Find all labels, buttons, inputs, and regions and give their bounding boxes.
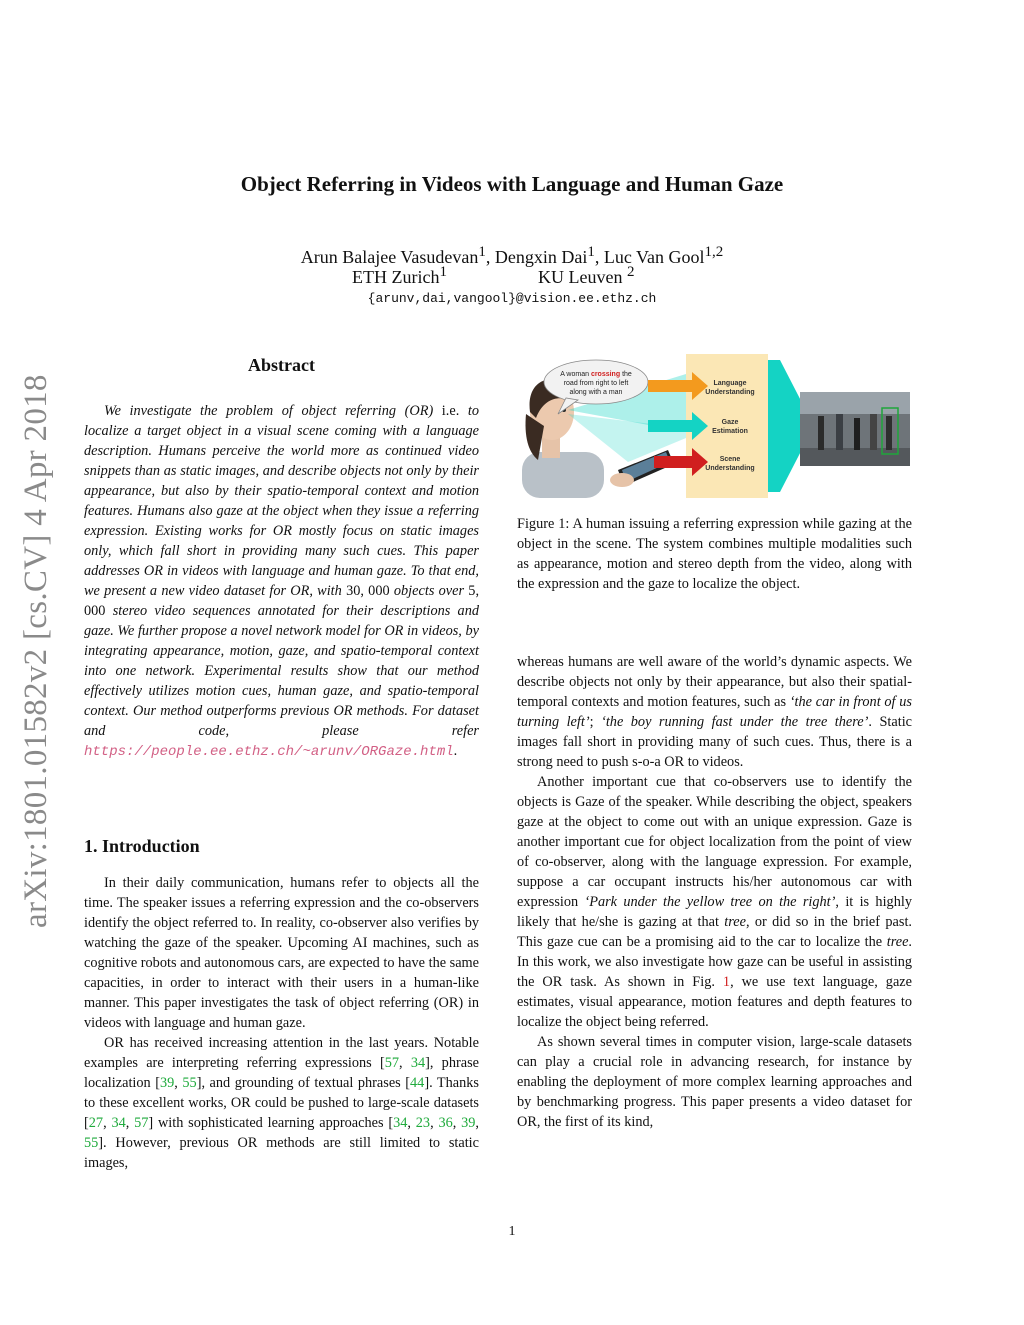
citation-link[interactable]: 39	[461, 1115, 476, 1131]
pedestrian	[818, 416, 824, 450]
abstract-heading: Abstract	[248, 355, 315, 375]
language-understanding-label: Language	[713, 380, 747, 387]
intro-body	[84, 873, 479, 1173]
citation-link[interactable]: 34	[410, 1055, 426, 1071]
woman-hand	[610, 473, 634, 487]
body-paragraph	[517, 652, 912, 772]
body-text-italic: ‘the boy running fast under the tree there’	[601, 714, 869, 730]
body-paragraph: As shown several times in computer vision, large-scale datasets can play a crucial role in advancing research, for instance by enabling the deployment of more complex learning approaches and by benchmarking progress. This paper presents a video dataset for OR, the first of its kind,	[517, 1034, 912, 1130]
body-text-italic: tree	[724, 914, 746, 930]
intro-text: ]. Thanks to these excellent works, OR could be pushed to large-scale datasets [	[84, 1075, 479, 1131]
body-text-italic: tree	[886, 934, 909, 950]
citation-link[interactable]: 44	[410, 1075, 425, 1091]
body-text: . Static images fall short in providing many of such cues. Thus, there is a strong need to push s-o-a OR to videos.	[517, 714, 913, 770]
figure-1-caption: Figure 1: A human issuing a referring expression while gazing at the object in the scene. The system combines multiple modalities such as appearance, motion and stereo depth from the video, along with the expression and the gaze to localize the object.	[517, 516, 912, 592]
citation-link[interactable]: 36	[438, 1115, 453, 1131]
pedestrian	[836, 414, 843, 450]
citation-link[interactable]: 23	[415, 1115, 431, 1131]
citation-link[interactable]: 55	[84, 1135, 99, 1151]
abstract-text: to localize a target object in a visual scene coming with a language description. Humans perceive the world more as continued video snippets than as static images, and describe objects not only by their appearance, but also by their spatio-temporal context and motion features. Humans also gaze at the object when they issue a referring expression. Existing works for OR mostly focus on static images only, which fall short in providing many such cues. This paper addresses OR in videos with language and human gaze. To that end, we present a new video dataset for OR, with	[84, 403, 479, 599]
body-paragraph	[517, 772, 912, 1032]
citation-link[interactable]: 57	[384, 1055, 400, 1071]
author-name: Luc Van Gool	[603, 247, 705, 267]
abstract-text: stereo video sequences annotated for their descriptions and gaze. We further propose a novel network model for OR in videos, by integrating appearance, motion, gaze, and spatio-temporal context into one network. Experimental results show that our method effectively utilizes motion cues, human gaze, and spatio-temporal context. Our method outperforms previous OR methods. For dataset and code, please refer	[84, 603, 479, 739]
intro-paragraph: OR has received increasing attention in the last years. Notable examples are interpreting referring expressions [57, 34], phrase localization [39, 55], and grounding of textual phrases [44]. Thanks to these excellent works, OR could be pushed to large-scale datasets [27, 34, 57] with sophisticated learning approaches [34, 23, 36, 39, 55]. However, previous OR methods are still limited to static images,	[84, 1035, 479, 1171]
citation-link[interactable]: 34	[393, 1115, 408, 1131]
author-affil-sup: 1	[587, 244, 595, 260]
figure-1-diagram	[518, 352, 912, 500]
pedestrian	[854, 418, 860, 450]
pedestrian	[870, 414, 877, 450]
affiliation-name: ETH Zurich	[352, 267, 440, 287]
affiliation-sup: 1	[439, 264, 447, 280]
pedestrian	[886, 416, 892, 450]
abstract-paragraph	[84, 401, 479, 762]
abstract-text: objects over	[389, 583, 469, 599]
section-heading-introduction: 1. Introduction	[84, 836, 200, 856]
body-text: whereas humans are well aware of the world’s dynamic aspects. We describe objects not only by their appearance, but also their spatial-temporal contexts and motion features, such as	[517, 654, 912, 710]
intro-text: ]. However, previous OR methods are still limited to static images,	[84, 1135, 479, 1171]
citation-link[interactable]: 57	[134, 1115, 149, 1131]
scene-understanding-label-2: Understanding	[705, 465, 755, 472]
author-name: Dengxin Dai	[494, 247, 588, 267]
scene-understanding-label: Scene	[719, 456, 741, 463]
intro-paragraph: In their daily communication, humans refer to objects all the time. The speaker issues a referring expression and the co-observers identify the object referred to. In reality, co-observer also verifies by watching the gaze of the speaker. Upcoming AI machines, such as cognitive robots and autonomous cars, are expected to have the same capacities, in order to interact with their users in a human-like manner. This paper investigates the task of object referring (OR) in videos with language and human gaze.	[84, 875, 480, 1031]
author-line: Arun Balajee Vasudevan$^1$, Dengxin Dai$^1$, Luc Van Gool$^{1,2}$	[300, 244, 724, 267]
speech-text-line-2: road from right to left	[563, 380, 629, 387]
dataset-link[interactable]: https://people.ee.ethz.ch/~arunv/ORGaze.html	[84, 744, 454, 760]
speech-text-line-3: along with a man	[569, 389, 623, 396]
paper-title: Object Referring in Videos with Language and Human Gaze	[240, 172, 784, 196]
body-text: , or did so in the brief past. This gaze cue can be a promising aid to the car to localize the	[517, 914, 912, 950]
body-text: ;	[589, 714, 602, 730]
abstract-text: .	[453, 743, 458, 759]
abstract-number: 30, 000	[346, 583, 390, 599]
body-text-italic: ‘Park under the yellow tree on the right’	[584, 894, 836, 910]
citation-link[interactable]: 34	[111, 1115, 126, 1131]
abstract-body	[84, 401, 479, 762]
affiliation-name: KU Leuven	[538, 267, 623, 287]
scene-buildings	[800, 392, 910, 414]
figure-reference-link[interactable]: 1	[722, 974, 731, 990]
arxiv-identifier: arXiv:1801.01582v2 [cs.CV] 4 Apr 2018	[18, 374, 54, 928]
gaze-estimation-label: Gaze	[721, 419, 739, 426]
woman-shoulders	[522, 452, 604, 498]
citation-link[interactable]: 27	[88, 1115, 104, 1131]
author-email: {arunv,dai,vangool}@vision.ee.ethz.ch	[367, 291, 657, 306]
affiliation-eth	[352, 264, 447, 288]
intro-text: OR has received increasing attention in the last years. Notable examples are interpreting referring expressions [	[84, 1035, 479, 1071]
intro-text: ] with sophisticated learning approaches [	[148, 1115, 394, 1131]
abstract-number: 5, 000	[84, 583, 480, 619]
author-affil-sup: 1	[478, 244, 486, 260]
citation-link[interactable]: 39	[159, 1075, 175, 1091]
gaze-estimation-label-2: Estimation	[712, 428, 748, 435]
body-text: , it is highly likely that he/she is gazing at that	[517, 894, 912, 930]
language-understanding-label-2: Understanding	[705, 389, 755, 396]
author-affil-sup: 1,2	[704, 244, 724, 260]
body-text: , we use text language, gaze estimates, visual appearance, motion features and depth features to localize the object being referred.	[517, 974, 912, 1030]
body-text: Another important cue that co-observers use to identify the objects is Gaze of the speaker. While describing the object, speakers gaze at the object to come out with an unique expression. Gaze is another important cue for object localization from the point of view of co-observer, along with the language expression. For example, suppose a car occupant instructs his/her autonomous car with expression	[517, 774, 912, 910]
speech-text-line-1: A woman crossing the	[560, 371, 632, 378]
page-number: 1	[508, 1224, 516, 1239]
body-text-italic: ‘the car in front of us turning left’	[517, 694, 912, 730]
abstract-text: i.e.	[433, 403, 468, 419]
affiliation-sup: 2	[626, 264, 635, 280]
body-text: . In this work, we also investigate how gaze can be useful in assisting the OR task. As shown in Fig.	[517, 934, 912, 990]
intro-text: ], phrase localization [	[84, 1055, 479, 1091]
citation-link[interactable]: 55	[182, 1075, 197, 1091]
abstract-text: We investigate the problem of object referring (OR)	[104, 403, 434, 419]
intro-text: ], and grounding of textual phrases [	[196, 1075, 411, 1091]
scene-road	[800, 448, 910, 466]
author-name: Arun Balajee Vasudevan	[300, 247, 479, 267]
right-column-body	[517, 652, 912, 1132]
affiliation-kul	[538, 264, 634, 288]
figure-1-caption-block	[517, 514, 912, 594]
street-scene-photo	[800, 392, 910, 466]
